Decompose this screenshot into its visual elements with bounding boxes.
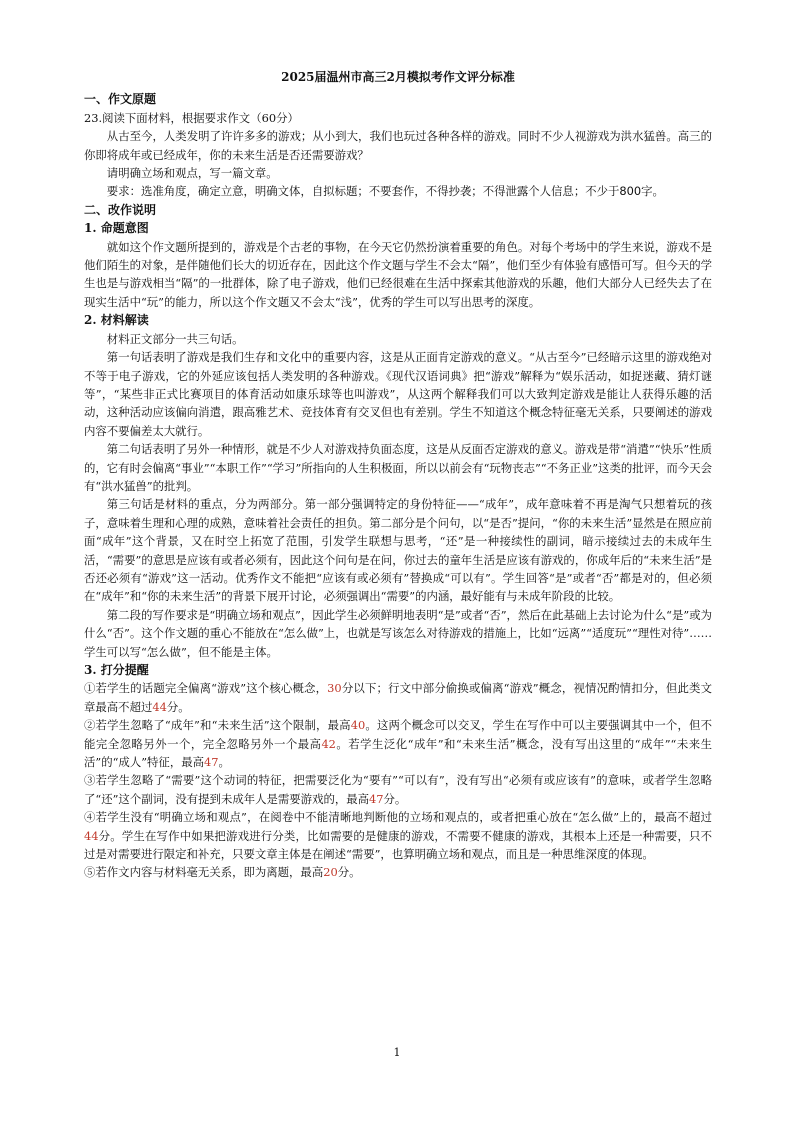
scoring-tip [84,771,712,808]
material-reading-paragraph-1: 第一句话表明了游戏是我们生存和文化中的重要内容，这是从正面肯定游戏的意义。“从古至今”已经暗示这里的游戏绝对不等于电子游戏，它的外延应该包括人类发明的各种游戏。《现代汉语词典》把“游戏”解释为“娱乐活动，如捉迷藏、猜灯谜等”，“某些非正式比赛项目的体育活动如康乐球等也叫游戏”，从这两个解释我们可以大致判定游戏是能让人获得乐趣的活动，这种活动应该偏向消遣，跟高雅艺术、竞技体育有交叉但也有差别。学生不知道这个概念特征毫无关系，只要阐述的游戏内容不要偏差太大就行。 [84,350,712,438]
document-body [84,62,712,882]
score-value: 42 [321,736,336,751]
material-reading-paragraph-3: 第三句话是材料的重点，分为两部分。第一部分强调特定的身份特征——“成年”，成年意味着不再是淘气只想着玩的孩子，意味着生理和心理的成熟，意味着社会责任的担负。第二部分是个问句，以“是否”提问，“你的未来生活”显然是在照应前面“成年”这个背景，又在时空上拓宽了范围，引发学生联想与思考，“还”是一种接续性的副词，暗示接续过去的未成年生活，“需要”的意思是应该有或者必须有，因此这个问句是在问，你过去的童年生活是应该有游戏的，你成年后的“未来生活”是否还必须有“游戏”这一活动。优秀作文不能把“应该有或必须有”替换成“可以有”。学生回答“是”或者“否”都是对的，但必须在“成年”和“你的未来生活”的背景下展开讨论，必须强调出“需要”的内涵，最好能有与未成年阶段的比较。 [84,497,712,604]
question-instruction: 请明确立场和观点，写一篇文章。 [106,166,278,181]
subsection-heading-scoring-tips: 3. 打分提醒 [84,663,149,677]
tip-text: 。这两个概念可以交叉，学生在写作中可以主要强调其中一个，但不能完全忽略另外一个，完全忽略另外一个最高 [84,718,712,751]
score-value: 30 [327,681,342,696]
score-value: 44 [152,699,167,714]
tip-text: 分。 [166,699,190,714]
tip-text: ③若学生忽略了“需要”这个动词的特征，把需要泛化为“要有”“可以有”，没有写出“必须有或应该有”的意味，或者学生忽略了“还”这个副词，没有提到未成年人是需要游戏的，最高 [84,773,712,806]
tip-text: ②若学生忽略了“成年”和“未来生活”这个限制，最高 [84,718,351,733]
score-value: 40 [350,718,366,733]
subsection-heading-intent: 1. 命题意图 [84,221,149,236]
score-value: 47 [369,791,384,806]
score-value: 44 [84,828,99,843]
score-value: 20 [323,865,338,880]
section-heading-original-question: 一、作文原题 [84,92,157,107]
tip-text: 。若学生泛化“成年”和“未来生活”概念，没有写出这里的“成年”“未来生活”的“成人”特征，最高 [84,736,712,770]
tip-text: ④若学生没有“明确立场和观点”，在阅卷中不能清晰地判断他的立场和观点的，或者把重心放在“怎么做”上的，最高不超过 [84,810,712,825]
tip-text: 。 [218,755,230,770]
question-stem: 23.阅读下面材料，根据要求作文（60分） [84,110,299,125]
intent-paragraph: 就如这个作文题所提到的，游戏是个古老的事物，在今天它仍然扮演着重要的角色。对每个考场中的学生来说，游戏不是他们陌生的对象，是伴随他们长大的切近存在，因此这个作文题与学生不会太“隔”，他们至少有体验有感悟可写。但今天的学生也是与游戏相当“隔”的一批群体，除了电子游戏，他们已经很难在生活中探索其他游戏的乐趣，他们大部分人已经失去了在现实生活中“玩”的能力，所以这个作文题又不会太“浅”，优秀的学生可以写出思考的深度。 [84,239,712,309]
scoring-tip [84,863,712,881]
page-number: 1 [393,1046,401,1059]
tip-text: 分以下；行文中部分偷换或偏离“游戏”概念，视情况酌情扣分，但此类文章最高不超过 [84,681,712,714]
document-title: 2025届温州市高三2月模拟考作文评分标准 [281,70,515,84]
question-material: 从古至今，人类发明了许许多多的游戏；从小到大，我们也玩过各种各样的游戏。同时不少人视游戏为洪水猛兽。高三的你即将成年或已经成年，你的未来生活是否还需要游戏？ [84,129,712,162]
tip-text: 分。 [383,791,407,806]
material-reading-intro: 材料正文部分一共三句话。 [106,331,244,346]
score-value: 47 [204,755,219,770]
question-requirement: 要求：选准角度，确定立意，明确文体，自拟标题；不要套作，不得抄袭；不得泄露个人信息；不少于800字。 [106,184,664,199]
section-heading-grading-notes: 二、改作说明 [84,202,157,217]
subsection-heading-material-reading: 2. 材料解读 [84,313,149,328]
material-reading-paragraph-2: 第二句话表明了另外一种情形，就是不少人对游戏持负面态度，这是从反面否定游戏的意义。游戏是带“消遣”“快乐”性质的，它有时会偏离“事业”“本职工作”“学习”所指向的人生积极面，所以以前会有“玩物丧志”“不务正业”这类的批评，而今天会有“洪水猛兽”的批判。 [84,442,712,493]
scoring-tip [84,679,712,716]
tip-text: ①若学生的话题完全偏离“游戏”这个核心概念， [84,681,328,696]
material-reading-paragraph-4: 第二段的写作要求是“明确立场和观点”，因此学生必须鲜明地表明“是”或者“否”，然后在此基础上去讨论为什么“是”或为什么“否”。这个作文题的重心不能放在“怎么做”上，也就是写该怎么对待游戏的措施上，比如“远离”“适度玩”“理性对待”……学生可以写“怎么做”，但不能是主体。 [84,607,712,659]
scoring-tip [84,716,712,771]
tip-text: 分。 [337,865,361,880]
tip-text: ⑤若作文内容与材料毫无关系，即为离题，最高 [84,865,324,880]
tip-text: 分。学生在写作中如果把游戏进行分类，比如需要的是健康的游戏，不需要不健康的游戏，其根本上还是一种需要，只不过是对需要进行限定和补充，只要文章主体是在阐述“需要”，也算明确立场和观点，而且是一种思维深度的体现。 [84,828,712,862]
scoring-tip [84,808,712,863]
